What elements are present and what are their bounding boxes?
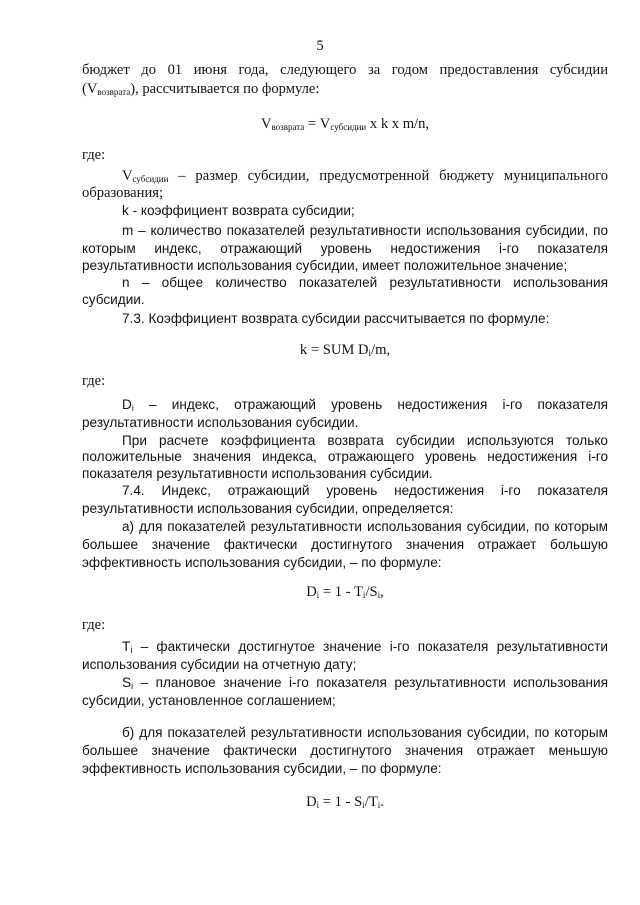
- definition-line: k - коэффициент возврата субсидии;: [122, 203, 355, 218]
- formula-return-coefficient: k = SUM $D_i/m$,: [299, 342, 391, 358]
- item-a-line: большее значение фактически достигнутого значения отражает большую: [82, 537, 608, 552]
- definition-line: которым индекс, отражающий уровень недостижения i-го показателя: [82, 241, 608, 256]
- definition-line: n – общее количество показателей результативности использования: [122, 275, 608, 290]
- paragraph-line: результативности использования субсидии, определяется:: [82, 501, 454, 516]
- section-7-3: 7.3. Коэффициент возврата субсидии рассчитывается по формуле:: [122, 311, 550, 326]
- paragraph-line: $(V_{возврата})$, рассчитывается по формуле:: [82, 81, 320, 97]
- paragraph-line: При расчете коэффициента возврата субсидии используются только: [122, 433, 608, 448]
- item-b-line: б) для показателей результативности использования субсидии, по которым: [122, 725, 608, 740]
- definition-line: результативности использования субсидии, имеет положительное значение;: [82, 258, 568, 273]
- item-b-line: большее значение фактически достигнутого значения отражает меньшую: [82, 743, 608, 758]
- where-label: где:: [82, 373, 106, 389]
- definition-line: результативности использования субсидии.: [82, 415, 359, 430]
- item-b-line: эффективность использования субсидии, – по формуле:: [82, 761, 442, 776]
- definition-line: субсидии, установленное соглашением;: [82, 693, 336, 708]
- definition-line: $V_{субсидии}$ – размер субсидии, предусмотренной бюджету муниципального: [122, 168, 608, 184]
- section-7-4: 7.4. Индекс, отражающий уровень недостижения i-го показателя: [122, 483, 608, 498]
- formula-index-b: $D_i = 1 - S_i/T_i$.: [306, 794, 384, 810]
- item-a-line: а) для показателей результативности использования субсидии, по которым: [122, 519, 608, 534]
- definition-line: m – количество показателей результативности использования субсидии, по: [122, 223, 608, 238]
- definition-line: $T_i$ – фактически достигнутое значение i-го показателя результативности: [122, 639, 608, 655]
- definition-line: образования;: [82, 185, 164, 201]
- definition-line: использования субсидии на отчетную дату;: [82, 657, 357, 672]
- paragraph-line: положительные значения индекса, отражающего уровень недостижения i-го: [82, 449, 608, 464]
- item-a-line: эффективность использования субсидии, – по формуле:: [82, 555, 442, 570]
- paragraph-line: бюджет до 01 июня года, следующего за годом предоставления субсидии: [82, 62, 608, 78]
- paragraph-line: показателя результативности использования субсидии.: [82, 466, 433, 481]
- definition-line: $S_i$ – плановое значение i-го показателя результативности использования: [122, 675, 608, 691]
- formula-index-a: $D_i = 1 - T_i/S_i$,: [306, 584, 384, 600]
- page-number: 5: [316, 38, 324, 54]
- definition-line: $D_i$ – индекс, отражающий уровень недостижения i-го показателя: [122, 397, 608, 413]
- definition-line: субсидии.: [82, 292, 145, 307]
- where-label: где:: [82, 147, 106, 163]
- formula-return-volume: $V_{возврата} = V_{субсидии}$ x k x m/n,: [260, 116, 430, 132]
- where-label: где:: [82, 617, 106, 633]
